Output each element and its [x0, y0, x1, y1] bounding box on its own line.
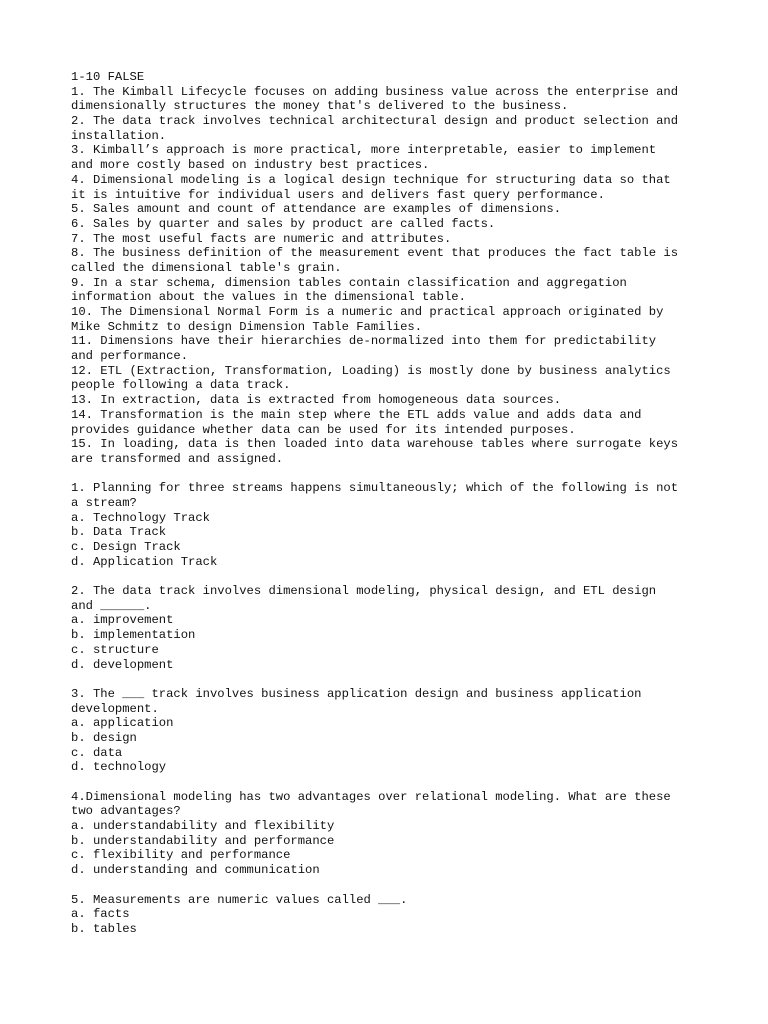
statement-line: 15. In loading, data is then loaded into data warehouse tables where surrogate keys — [71, 437, 679, 452]
question-block — [71, 893, 711, 937]
answer-option: a. facts — [71, 907, 130, 922]
question-text: a stream? — [71, 495, 137, 510]
statement-line: and more costly based on industry best practices. — [71, 158, 430, 173]
statement-line: 8. The business definition of the measurement event that produces the fact table is — [71, 246, 679, 261]
answer-option: c. flexibility and performance — [71, 848, 291, 863]
statement — [71, 173, 711, 202]
statement — [71, 85, 711, 114]
statement — [71, 232, 711, 247]
statement — [71, 437, 711, 466]
answer-option: a. Technology Track — [71, 510, 210, 525]
statement-line: are transformed and assigned. — [71, 451, 284, 466]
statement-line: 6. Sales by quarter and sales by product are called facts. — [71, 216, 496, 231]
statement — [71, 393, 711, 408]
statement-line: 9. In a star schema, dimension tables contain classification and aggregation — [71, 275, 627, 290]
answer-option: d. Application Track — [71, 554, 218, 569]
section-header: 1-10 FALSE — [71, 70, 145, 84]
statement — [71, 408, 711, 437]
question-block — [71, 584, 711, 672]
document-page — [71, 70, 711, 937]
question-text: 2. The data track involves dimensional modeling, physical design, and ETL design — [71, 584, 657, 599]
statement — [71, 246, 711, 275]
statement-line: Mike Schmitz to design Dimension Table Families. — [71, 319, 423, 334]
statement — [71, 305, 711, 334]
answer-option: b. implementation — [71, 628, 196, 643]
answer-option: d. technology — [71, 760, 167, 775]
answer-option: a. understandability and flexibility — [71, 819, 335, 834]
spacer — [71, 775, 711, 790]
statement-line: 13. In extraction, data is extracted from homogeneous data sources. — [71, 393, 562, 408]
spacer — [71, 467, 711, 482]
statement-line: 5. Sales amount and count of attendance are examples of dimensions. — [71, 202, 562, 217]
question-text: 3. The ___ track involves business application design and business application — [71, 686, 642, 701]
answer-option: b. Data Track — [71, 525, 167, 540]
question-text: 4.Dimensional modeling has two advantages over relational modeling. What are these — [71, 789, 671, 804]
question-text: two advantages? — [71, 804, 181, 819]
statement-line: 11. Dimensions have their hierarchies de-normalized into them for predictability — [71, 334, 657, 349]
statement-line: it is intuitive for individual users and delivers fast query performance. — [71, 187, 605, 202]
statements-list — [71, 85, 711, 467]
statement — [71, 114, 711, 143]
spacer — [71, 878, 711, 893]
answer-option: b. understandability and performance — [71, 833, 335, 848]
spacer — [71, 569, 711, 584]
statement-line: 2. The data track involves technical architectural design and product selection and — [71, 114, 679, 129]
question-text: 1. Planning for three streams happens simultaneously; which of the following is not — [71, 481, 679, 496]
statement-line: people following a data track. — [71, 378, 291, 393]
statement-line: 10. The Dimensional Normal Form is a numeric and practical approach originated by — [71, 305, 664, 319]
statement-line: 1. The Kimball Lifecycle focuses on adding business value across the enterprise and — [71, 84, 679, 99]
answer-option: d. understanding and communication — [71, 863, 320, 878]
statement-line: called the dimensional table's grain. — [71, 260, 342, 275]
statement — [71, 202, 711, 217]
statement-line: 14. Transformation is the main step where the ETL adds value and adds data and — [71, 407, 642, 422]
spacer — [71, 672, 711, 687]
statement-line: information about the values in the dimensional table. — [71, 290, 466, 305]
statement — [71, 334, 711, 363]
answer-option: b. design — [71, 730, 137, 745]
question-block — [71, 687, 711, 775]
statement-line: and performance. — [71, 349, 189, 364]
statement-line: provides guidance whether data can be used for its intended purposes. — [71, 422, 576, 437]
question-text: development. — [71, 701, 159, 716]
statement-line: dimensionally structures the money that's delivered to the business. — [71, 99, 569, 114]
statement-line: 12. ETL (Extraction, Transformation, Loading) is mostly done by business analytics — [71, 363, 671, 378]
answer-option: a. improvement — [71, 613, 174, 628]
answer-option: d. development — [71, 657, 174, 672]
question-block — [71, 790, 711, 878]
statement — [71, 143, 711, 172]
statement-line: installation. — [71, 128, 167, 143]
answer-option: c. structure — [71, 642, 159, 657]
answer-option: a. application — [71, 716, 174, 731]
statement-line: 4. Dimensional modeling is a logical design technique for structuring data so that — [71, 172, 671, 187]
statement — [71, 364, 711, 393]
statement-line: 7. The most useful facts are numeric and attributes. — [71, 231, 452, 246]
question-text: and ______. — [71, 598, 152, 613]
statement — [71, 276, 711, 305]
question-text: 5. Measurements are numeric values called ___. — [71, 892, 408, 907]
answer-option: b. tables — [71, 921, 137, 936]
answer-option: c. data — [71, 745, 123, 760]
statement-line: 3. Kimball’s approach is more practical, more interpretable, easier to implement — [71, 143, 657, 158]
answer-option: c. Design Track — [71, 540, 181, 554]
question-block — [71, 481, 711, 569]
statement — [71, 217, 711, 232]
